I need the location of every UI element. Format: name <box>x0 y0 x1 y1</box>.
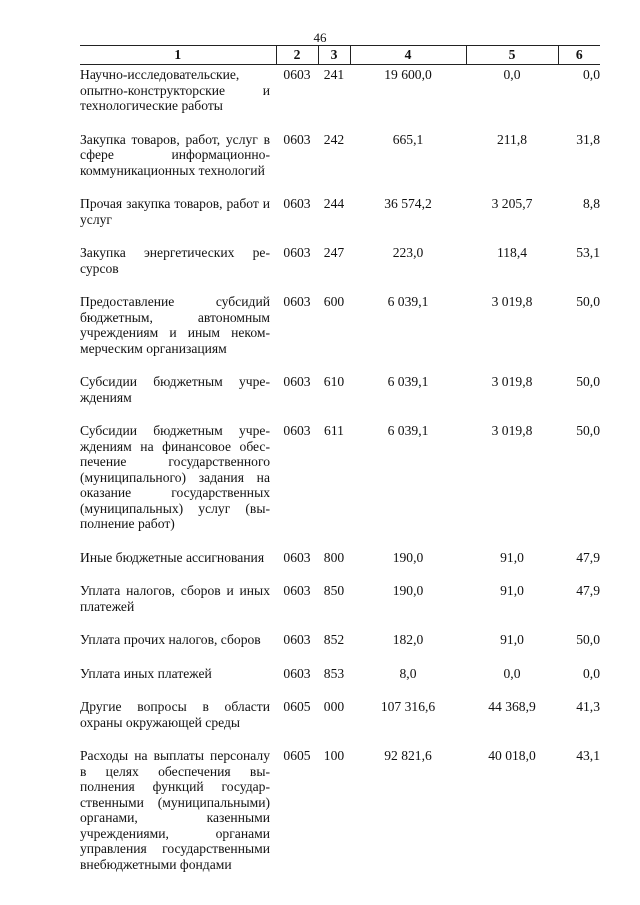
row-section-code: 0603 <box>283 294 311 309</box>
row-execution-percent: 50,0 <box>576 374 600 389</box>
row-plan-amount: 92 821,6 <box>384 748 432 763</box>
row-execution-percent: 47,9 <box>576 549 600 565</box>
row-actual-amount: 3 019,8 <box>491 423 533 438</box>
row-execution-percent: 0,0 <box>583 67 600 82</box>
row-actual-amount: 91,0 <box>500 549 524 565</box>
table-row <box>80 423 600 550</box>
row-section-code: 0603 <box>283 67 311 82</box>
row-execution-percent: 41,3 <box>576 699 600 714</box>
row-plan-amount: 19 600,0 <box>384 67 432 82</box>
row-name: Субсидии бюджетным учреждениям на финансовое обеспечение государственного (муниципального) задания на оказание государственных (муниципальных) услуг (выполнение работ) <box>80 423 270 531</box>
column-header-6: 6 <box>558 46 600 65</box>
row-execution-percent: 53,1 <box>576 245 600 260</box>
row-name: Уплата налогов, сборов и иных платежей <box>80 583 270 614</box>
row-section-code: 0603 <box>283 423 311 438</box>
row-name: Закупка товаров, работ, услуг в сфере информационно-коммуникационных технологий <box>80 131 270 178</box>
row-section-code: 0603 <box>283 245 311 260</box>
row-name: Расходы на выплаты персоналу в целях обеспечения выполнения функций государственными (муниципальными) органами, казенными учреждениями, органами управления государственными внебюджетными фондами <box>80 748 270 872</box>
row-expense-code: 100 <box>323 748 345 763</box>
row-actual-amount: 211,8 <box>496 131 528 147</box>
row-plan-amount: 8,0 <box>399 665 417 681</box>
row-expense-code: 241 <box>323 67 345 82</box>
row-actual-amount: 118,4 <box>496 245 528 260</box>
table-row <box>80 245 600 294</box>
row-plan-amount: 107 316,6 <box>380 699 436 714</box>
row-section-code: 0603 <box>283 196 311 211</box>
table-row <box>80 748 600 890</box>
row-section-code: 0605 <box>283 699 311 714</box>
row-execution-percent: 0,0 <box>583 665 600 681</box>
table-row <box>80 550 600 584</box>
column-header-1: 1 <box>80 46 276 65</box>
row-expense-code: 852 <box>323 632 345 647</box>
row-execution-percent: 50,0 <box>576 294 600 309</box>
row-section-code: 0603 <box>283 583 311 598</box>
row-expense-code: 800 <box>323 549 345 565</box>
row-actual-amount: 0,0 <box>503 665 521 681</box>
table-row <box>80 583 600 632</box>
row-expense-code: 600 <box>323 294 345 309</box>
row-expense-code: 242 <box>323 131 345 147</box>
row-name: Предоставление субсидий бюджетным, автономным учреждениям и иным некоммерческим организациям <box>80 294 270 356</box>
table-row <box>80 294 600 374</box>
table-row <box>80 699 600 748</box>
row-execution-percent: 47,9 <box>576 583 600 598</box>
row-plan-amount: 223,0 <box>392 245 424 260</box>
row-execution-percent: 8,8 <box>583 196 600 211</box>
row-expense-code: 850 <box>323 583 345 598</box>
row-plan-amount: 6 039,1 <box>387 294 429 309</box>
row-plan-amount: 182,0 <box>392 632 424 647</box>
row-name: Закупка энергетических ресурсов <box>80 245 270 276</box>
table-row <box>80 666 600 700</box>
row-actual-amount: 0,0 <box>503 67 521 82</box>
table-row <box>80 196 600 245</box>
table-header-row <box>80 46 600 65</box>
row-actual-amount: 91,0 <box>500 632 524 647</box>
row-name: Научно-исследовательские, опытно-конструкторские и технологические работы <box>80 67 270 113</box>
row-section-code: 0603 <box>283 131 311 147</box>
row-name: Уплата иных платежей <box>80 665 212 681</box>
row-plan-amount: 190,0 <box>392 549 424 565</box>
column-header-3: 3 <box>318 46 350 65</box>
row-name: Уплата прочих налогов, сборов <box>80 632 261 647</box>
row-name: Иные бюджетные ассигнования <box>80 549 265 565</box>
row-expense-code: 247 <box>323 245 345 260</box>
column-header-4: 4 <box>350 46 466 65</box>
row-plan-amount: 6 039,1 <box>387 423 429 438</box>
row-execution-percent: 31,8 <box>576 131 600 147</box>
table-row <box>80 632 600 666</box>
row-section-code: 0605 <box>283 748 311 763</box>
row-actual-amount: 3 019,8 <box>491 374 533 389</box>
row-expense-code: 853 <box>323 665 345 681</box>
row-section-code: 0603 <box>283 374 311 389</box>
row-section-code: 0603 <box>283 665 311 681</box>
table-row <box>80 65 600 132</box>
table-row <box>80 374 600 423</box>
row-section-code: 0603 <box>283 549 311 565</box>
row-expense-code: 610 <box>323 374 345 389</box>
column-header-2: 2 <box>276 46 318 65</box>
row-actual-amount: 91,0 <box>500 583 524 598</box>
table-row <box>80 132 600 197</box>
row-section-code: 0603 <box>283 632 311 647</box>
row-actual-amount: 3 205,7 <box>491 196 533 211</box>
row-actual-amount: 44 368,9 <box>488 699 536 714</box>
row-plan-amount: 36 574,2 <box>384 196 432 211</box>
row-name: Другие вопросы в области охраны окружающей среды <box>80 699 270 730</box>
page-number: 46 <box>313 30 327 45</box>
row-expense-code: 244 <box>323 196 345 211</box>
row-actual-amount: 3 019,8 <box>491 294 533 309</box>
column-header-5: 5 <box>466 46 558 65</box>
row-execution-percent: 50,0 <box>576 423 600 438</box>
row-plan-amount: 6 039,1 <box>387 374 429 389</box>
row-expense-code: 611 <box>324 423 344 438</box>
row-execution-percent: 50,0 <box>576 632 600 647</box>
row-plan-amount: 190,0 <box>392 583 424 598</box>
row-expense-code: 000 <box>323 699 345 714</box>
row-name: Субсидии бюджетным учреждениям <box>80 374 270 405</box>
row-name: Прочая закупка товаров, работ и услуг <box>80 196 270 227</box>
row-actual-amount: 40 018,0 <box>488 748 536 763</box>
row-execution-percent: 43,1 <box>576 748 600 763</box>
budget-table <box>80 45 600 890</box>
row-plan-amount: 665,1 <box>392 131 424 147</box>
